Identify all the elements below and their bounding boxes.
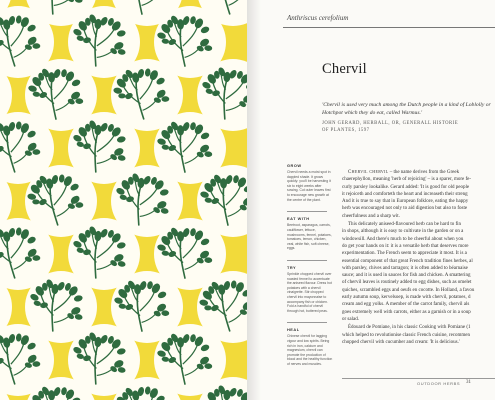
sidebar-heading: HEAL xyxy=(287,327,300,333)
attribution-line-2: OF PLANTES, 1597 xyxy=(322,128,370,134)
sidebar-heading: GROW xyxy=(287,163,302,168)
body-line: Chervil chervil – the name derives from the Greek xyxy=(348,170,460,175)
body-line: of chervil leaves is routinely added to egg dishes, such as omelet xyxy=(342,280,472,286)
text-page xyxy=(247,0,495,400)
illustration-page xyxy=(0,0,247,400)
body-line: essential component of that great French tradition fines herbes, al xyxy=(342,258,473,264)
body-line: or salad. xyxy=(342,316,359,322)
flower-circle xyxy=(111,165,183,237)
attribution-line-1: JOHN GERARD, HERBALL, OR, GENERALL HISTORIE xyxy=(322,121,459,126)
footer-rule xyxy=(342,378,495,379)
body-line: Édouard de Pomiane, in his classic Cooking with Pomiane (1 xyxy=(348,325,471,331)
chervil-pattern xyxy=(0,0,247,400)
sidebar-divider xyxy=(287,260,327,261)
body-line: chaerephyllon, meaning 'herb of rejoicing' – is a sparer, more fe- xyxy=(342,177,472,183)
body-line: experimentation. The French seem to appreciate it most. It is a xyxy=(342,251,467,257)
body-line: quiches, scrambled eggs and oeufs en cocotte. In Holland, a favou xyxy=(342,287,475,293)
running-head-latin-name: Anthriscus cerefolium xyxy=(287,14,349,22)
footer-section-title: OUTDOOR HERBS xyxy=(417,381,461,386)
body-line: sauce; and it is used in sauces for fish and chicken. A smattering xyxy=(342,273,471,279)
body-line: early autumn soup, kervelsoep, is made with chervil, potatoes, d xyxy=(342,295,471,301)
header-rule xyxy=(283,27,495,28)
body-line: cheerfulness and a sharp wit. xyxy=(342,213,400,219)
body-line: with parsley, chives and tarragon; it is often added to béarnaise xyxy=(342,265,468,271)
sidebar-section-heal xyxy=(287,328,333,366)
body-line: in shops, although it is easy to cultivate in the garden or on a xyxy=(342,229,464,235)
body-line: curly parsley lookalike. Gerard added: 'It is good for old people xyxy=(342,184,470,190)
sidebar-text: Sprinkle chopped chervil over roasted fennel to accentuate the aniseed flavour. Dress hot potatoes with a chervil vinaigrette. Stir chopped chervil into mayonnaise to accompany fish or chicken. Fold a handful of chervil through hot, buttered peas. xyxy=(287,272,332,313)
epigraph-quote: 'Chervil is used very much among the Dutch people in a kind of Loblolly or Hotchpot which they do eat, called Warmus.' xyxy=(322,102,491,116)
sidebar-text: Chinese chervil for lagging vigour and low spirits. Being rich in iron, calcium and magnesium, chervil can promote the production of blood and the healthy function of nerves and muscles. xyxy=(287,334,333,366)
body-line: This delicately aniseed-flavoured herb can be hard to fin xyxy=(348,222,462,228)
sidebar-text: Beetroot, asparagus, carrots, cauliflower, lettuce, mushrooms, fennel, potatoes, tomatoes, lemon, chicken, veal, white fish, soft cheese, eggs. xyxy=(287,223,332,251)
body-line: goes extremely well with carrots, either as a garnish or in a soup xyxy=(342,309,471,315)
drop-word-small-caps: Chervil chervil xyxy=(348,170,389,175)
epigraph-attribution xyxy=(322,120,494,135)
body-text xyxy=(342,169,495,346)
body-line: And it is true to say that in European folklore, eating the happy xyxy=(342,199,469,205)
body-line: it rejoiceth and comforteth the heart and increaseth their streng xyxy=(342,191,468,197)
body-line: windowsill. And there's much to be cheerful about when you xyxy=(342,236,464,242)
sidebar-divider xyxy=(287,322,327,323)
body-line: chopped chervil with cucumber and cream: 'It is delicious.' xyxy=(342,339,460,345)
body-line: which helped to revolutionise classic French cuisine, recommen xyxy=(342,332,471,338)
sidebar-section-eat-with xyxy=(287,217,333,251)
gutter-shadow xyxy=(247,0,261,400)
sidebar-divider xyxy=(287,211,327,212)
sidebar-heading: TRY xyxy=(287,264,297,270)
sidebar-heading: EAT WITH xyxy=(287,216,310,222)
page-title: Chervil xyxy=(322,61,367,77)
sidebar-section-try xyxy=(287,266,333,313)
sidebar-section-grow xyxy=(287,164,333,202)
body-line: do get your hands on it: it is a versatile herb that deserves more xyxy=(342,243,469,249)
sidebar-text: Chervil needs a moist spot in dappled shade. It grows quickly: you'll be harvesting it six to eight weeks after sowing. Cut outer leaves first to encourage new growth at the centre of the plant. xyxy=(287,170,331,202)
sidebar-notes xyxy=(287,164,333,376)
flower-circle xyxy=(25,271,97,343)
page-number: 31 xyxy=(466,380,471,385)
body-line: cream and egg yolks. A member of the carrot family, chervil als xyxy=(342,302,470,308)
body-line: herb was encouraged not only to aid digestion but also to foste xyxy=(342,206,468,212)
